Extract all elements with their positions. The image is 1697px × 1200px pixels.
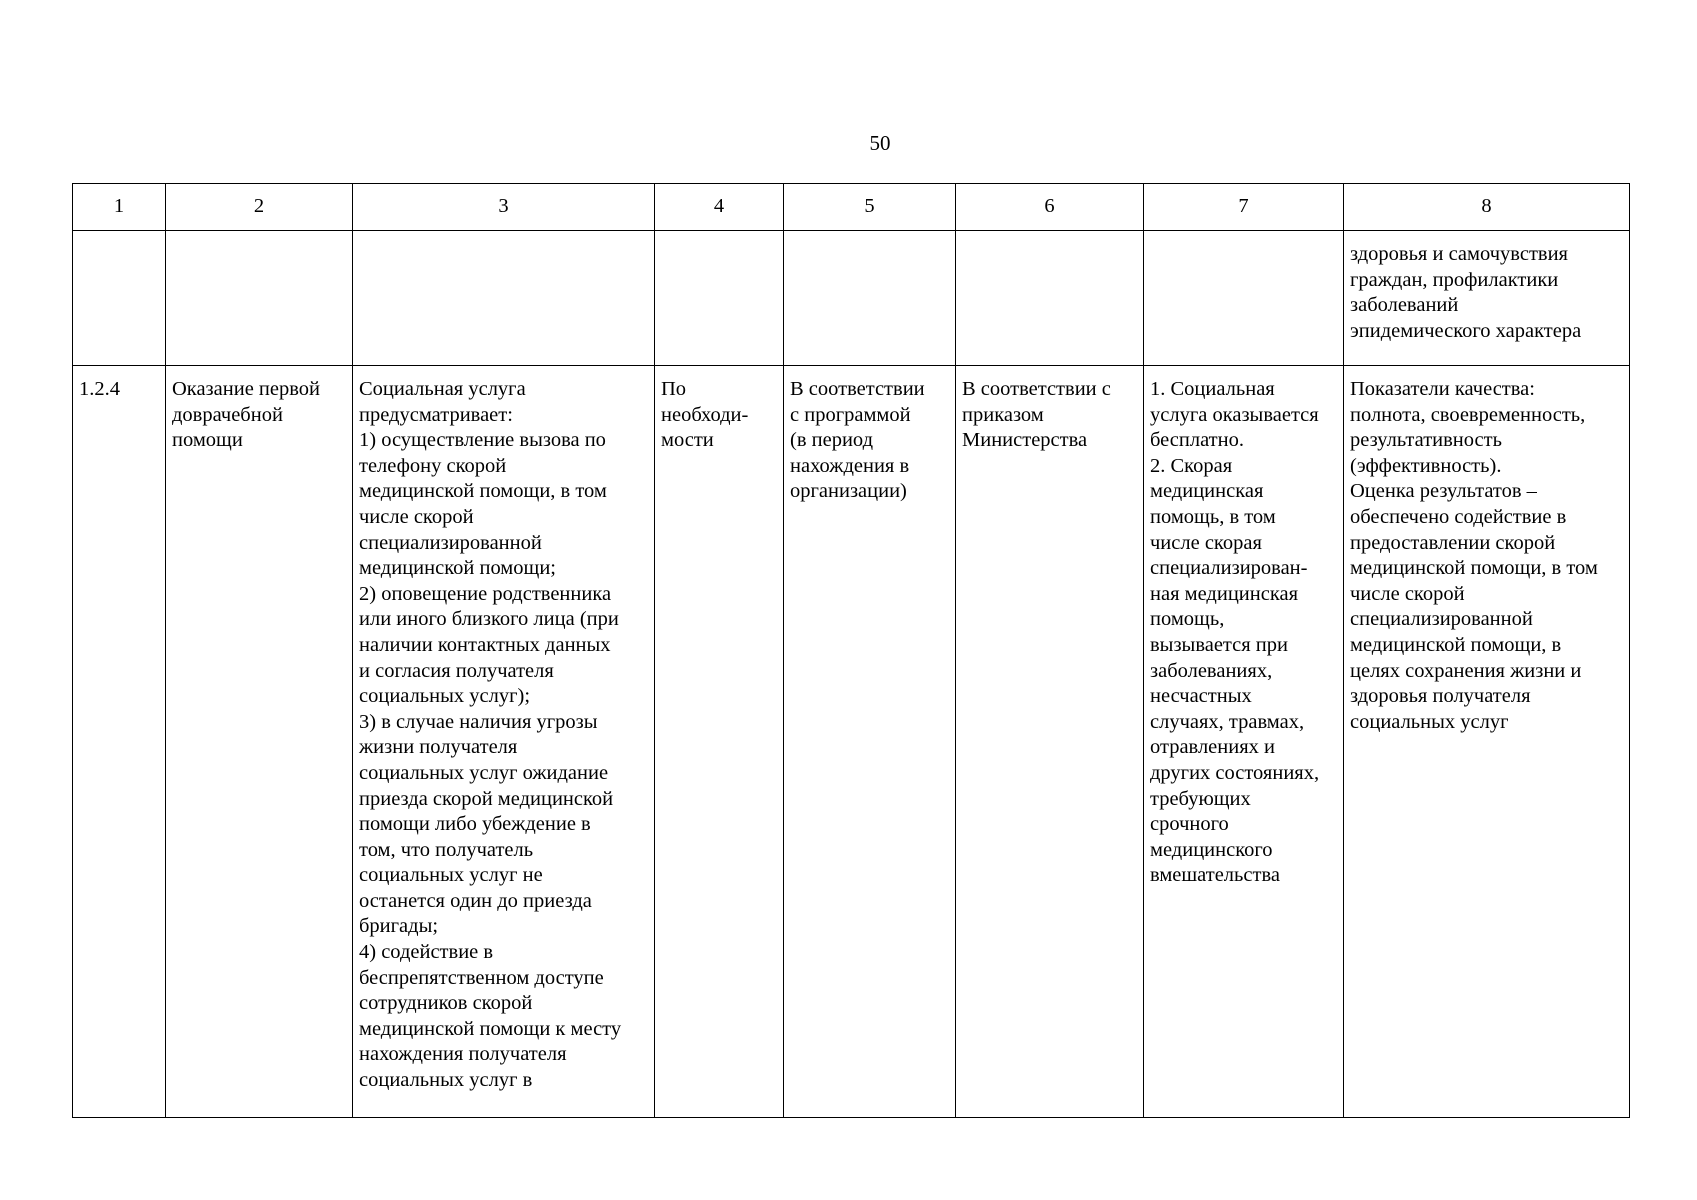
cell-line: Оценка результатов – (1350, 480, 1537, 503)
services-table (72, 183, 1630, 1118)
header-cell-2: 2 (166, 184, 353, 231)
cell-line: Показатели качества: (1350, 378, 1535, 400)
cell-line: организации) (790, 480, 907, 503)
cell-line: помощи (172, 429, 243, 452)
cell-line: вызывается при (1150, 633, 1288, 656)
service-conditions-cell (1144, 366, 1344, 1118)
cell-line: здоровья получателя (1350, 685, 1531, 708)
cell-line: услуга оказывается (1150, 403, 1319, 426)
cell-line: бесплатно. (1150, 429, 1244, 452)
cell-line: отравлениях и (1150, 736, 1275, 759)
cell-line: медицинской помощи, в том (1350, 557, 1598, 580)
service-cost-cell (956, 366, 1144, 1118)
service-quality-cell (1344, 366, 1630, 1118)
table-row-service-1-2-4 (73, 366, 1630, 1118)
header-cell-8: 8 (1344, 184, 1630, 231)
cell-line: заболеваний (1350, 294, 1459, 317)
cell-line: Министерства (962, 429, 1088, 452)
cont-cell-8 (1344, 231, 1630, 366)
cell-line: Оказание первой (172, 378, 320, 400)
cell-line: 3) в случае наличия угрозы (359, 710, 598, 733)
cell-line: с программой (790, 403, 911, 426)
cell-line: вмешательства (1150, 864, 1280, 887)
cell-line: нахождения получателя (359, 1043, 567, 1066)
cell-line: помощи либо убеждение в (359, 813, 591, 836)
cell-line: 2. Скорая (1150, 454, 1233, 477)
cell-line: предусматривает: (359, 403, 513, 426)
header-cell-6: 6 (956, 184, 1144, 231)
cont-cell-2 (166, 231, 353, 366)
cell-line: 1.2.4 (79, 378, 120, 400)
cell-line: По (661, 378, 687, 400)
header-cell-4: 4 (655, 184, 784, 231)
cell-line: телефону скорой (359, 454, 507, 477)
cell-line: останется один до приезда (359, 889, 592, 912)
cell-line: социальных услуг в (359, 1069, 533, 1092)
cell-line: или иного близкого лица (при (359, 608, 619, 631)
cell-line: ная медицинская (1150, 582, 1299, 605)
header-cell-7: 7 (1144, 184, 1344, 231)
cell-line: (в период (790, 429, 874, 452)
cell-line: том, что получатель (359, 838, 534, 861)
cell-line: медицинской помощи, в (1350, 633, 1562, 656)
service-name-cell (166, 366, 353, 1118)
table-row-continuation (73, 231, 1630, 366)
cell-line: жизни получателя (359, 736, 518, 759)
cont-cell-1 (73, 231, 166, 366)
cell-line: заболеваниях, (1150, 659, 1273, 682)
cell-line: помощь, (1150, 608, 1225, 631)
cont-cell-7 (1144, 231, 1344, 366)
cell-line: приезда скорой медицинской (359, 787, 614, 810)
cell-line: Социальная услуга (359, 378, 526, 400)
cell-line: приказом (962, 403, 1044, 426)
cell-line: обеспечено содействие в (1350, 505, 1567, 528)
cell-line: специализированной (359, 531, 542, 554)
cell-line: случаях, травмах, (1150, 710, 1305, 733)
cell-line: специализирован- (1150, 557, 1308, 580)
service-description-cell (353, 366, 655, 1118)
cell-line: медицинского (1150, 838, 1273, 861)
service-frequency-cell (655, 366, 784, 1118)
cell-line: числе скорой (359, 505, 474, 528)
cell-line: 2) оповещение родственника (359, 582, 612, 605)
cell-line: В соответствии с (962, 378, 1111, 400)
cell-line: нахождения в (790, 454, 910, 477)
cell-line: числе скорая (1150, 531, 1262, 554)
cell-line: срочного (1150, 813, 1229, 836)
cell-line: других состояниях, (1150, 761, 1320, 784)
cell-line: (эффективность). (1350, 454, 1502, 477)
cell-line: сотрудников скорой (359, 992, 533, 1015)
cell-line: социальных услуг); (359, 685, 531, 708)
table-header-row (73, 184, 1630, 231)
header-cell-1: 1 (73, 184, 166, 231)
cell-line: 1. Социальная (1150, 378, 1275, 400)
cell-line: мости (661, 429, 714, 452)
cell-line: беспрепятственном доступе (359, 966, 604, 989)
cell-line: бригады; (359, 915, 439, 938)
cell-line: и согласия получателя (359, 659, 554, 682)
cell-line: наличии контактных данных (359, 633, 611, 656)
cell-line: необходи- (661, 403, 749, 426)
service-number-cell (73, 366, 166, 1118)
cell-line: социальных услуг ожидание (359, 761, 609, 784)
cell-line: медицинской помощи; (359, 557, 556, 580)
cell-line: медицинская (1150, 480, 1264, 503)
cell-line: медицинской помощи к месту (359, 1017, 622, 1040)
cell-line: 1) осуществление вызова по (359, 429, 606, 452)
cell-line: числе скорой (1350, 582, 1465, 605)
cell-line: социальных услуг не (359, 864, 543, 887)
cell-line: эпидемического характера (1350, 319, 1582, 342)
cell-line: доврачебной (172, 403, 283, 426)
service-period-cell (784, 366, 956, 1118)
cont-cell-3 (353, 231, 655, 366)
cont-cell-6 (956, 231, 1144, 366)
cell-line: целях сохранения жизни и (1350, 659, 1582, 682)
cell-line: помощь, в том (1150, 505, 1276, 528)
cell-line: требующих (1150, 787, 1251, 810)
cell-line: здоровья и самочувствия (1350, 243, 1568, 265)
cell-line: несчастных (1150, 685, 1252, 708)
cell-line: полнота, своевременность, (1350, 403, 1586, 426)
cell-line: социальных услуг (1350, 710, 1509, 733)
cont-cell-4 (655, 231, 784, 366)
page-number: 50 (869, 131, 891, 155)
cell-line: В соответствии (790, 378, 925, 400)
cell-line: предоставлении скорой (1350, 531, 1556, 554)
cell-line: 4) содействие в (359, 941, 494, 964)
header-cell-5: 5 (784, 184, 956, 231)
cell-line: специализированной (1350, 608, 1533, 631)
cell-line: результативность (1350, 429, 1502, 452)
cell-line: медицинской помощи, в том (359, 480, 607, 503)
header-cell-3: 3 (353, 184, 655, 231)
cont-cell-5 (784, 231, 956, 366)
cell-line: граждан, профилактики (1350, 268, 1559, 291)
